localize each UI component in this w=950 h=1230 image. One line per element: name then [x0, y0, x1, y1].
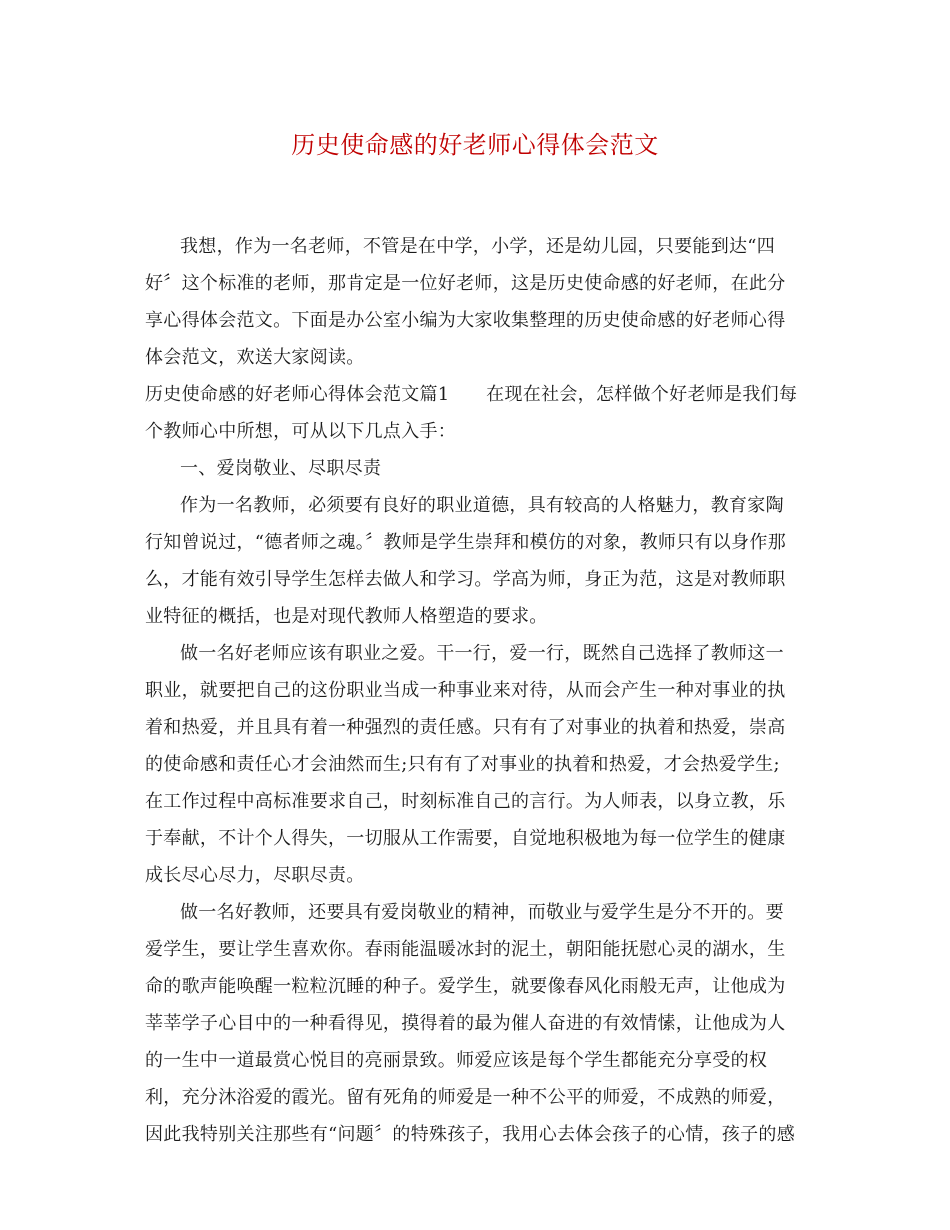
text-line-13: 职业，就要把自己的这份职业当成一种事业来对待，从而会产生一种对事业的执	[145, 680, 786, 701]
text-line-1: 我想，作为一名老师，不管是在中学，小学，还是幼儿园，只要能到达“四	[180, 236, 776, 257]
text-line-17: 于奉献，不计个人得失，一切服从工作需要，自觉地积极地为每一位学生的健康	[145, 828, 786, 849]
text-line-19: 做一名好教师，还要具有爱岗敬业的精神，而敬业与爱学生是分不开的。要	[180, 902, 784, 923]
text-line-18: 成长尽心尽力，尽职尽责。	[145, 865, 365, 886]
text-line-9: 行知曾说过，“德者师之魂。〞教师是学生崇拜和模仿的对象，教师只有以身作那	[145, 532, 786, 553]
text-line-22: 莘莘学子心目中的一种看得见，摸得着的最为催人奋进的有效情愫，让他成为人	[145, 1013, 786, 1034]
text-line-15: 的使命感和责任心才会油然而生;只有有了对事业的执着和热爱，才会热爱学生;	[145, 754, 780, 775]
section-heading: 一、爱岗敬业、尽职尽责	[180, 458, 382, 479]
text-line-25: 因此我特别关注那些有“问题〞的特殊孩子，我用心去体会孩子的心情，孩子的感	[145, 1124, 795, 1145]
text-line-6: 个教师心中所想，可从以下几点入手：	[145, 421, 457, 442]
text-line-8: 作为一名教师，必须要有良好的职业道德，具有较高的人格魅力，教育家陶	[180, 495, 784, 516]
text-line-10: 么，才能有效引导学生怎样去做人和学习。学高为师，身正为范，这是对教师职	[145, 569, 786, 590]
text-line-14: 着和热爱，并且具有着一种强烈的责任感。只有有了对事业的执着和热爱，崇高	[145, 717, 786, 738]
text-line-23: 的一生中一道最赏心悦目的亮丽景致。师爱应该是每个学生都能充分享受的权	[145, 1050, 768, 1071]
text-line-4: 体会范文，欢送大家阅读。	[145, 347, 365, 368]
text-line-24: 利，充分沐浴爱的霞光。留有死角的师爱是一种不公平的师爱，不成熟的师爱，	[145, 1087, 786, 1108]
text-line-5: 历史使命感的好老师心得体会范文篇1 在现在社会，怎样做个好老师是我们每	[145, 384, 798, 405]
text-line-2: 好〞这个标准的老师，那肯定是一位好老师，这是历史使命感的好老师，在此分	[145, 273, 786, 294]
text-line-21: 命的歌声能唤醒一粒粒沉睡的种子。爱学生，就要像春风化雨般无声，让他成为	[145, 976, 786, 997]
text-line-3: 享心得体会范文。下面是办公室小编为大家收集整理的历史使命感的好老师心得	[145, 310, 786, 331]
document-title: 历史使命感的好老师心得体会范文	[291, 131, 659, 159]
text-line-12: 做一名好老师应该有职业之爱。干一行，爱一行，既然自己选择了教师这一	[180, 643, 784, 664]
text-line-20: 爱学生，要让学生喜欢你。春雨能温暖冰封的泥土，朝阳能抚慰心灵的湖水，生	[145, 939, 786, 960]
text-line-16: 在工作过程中高标准要求自己，时刻标准自己的言行。为人师表，以身立教，乐	[145, 791, 786, 812]
text-line-11: 业特征的概括，也是对现代教师人格塑造的要求。	[145, 606, 548, 627]
